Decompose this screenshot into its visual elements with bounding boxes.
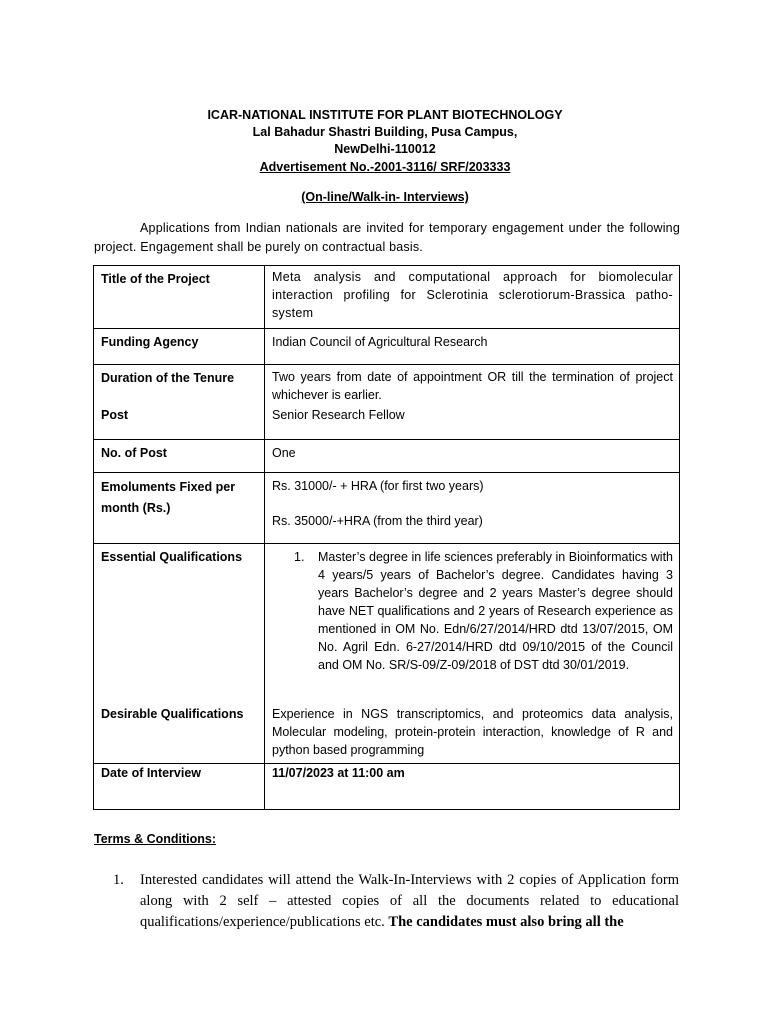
desirable-key: Desirable Qualifications xyxy=(94,705,265,763)
duration-value: Two years from date of appointment OR till the termination of project whichever is earlier. xyxy=(265,365,680,407)
terms-list xyxy=(113,870,679,933)
post-key: Post xyxy=(94,406,265,439)
term-text xyxy=(140,870,679,933)
term-regular-text: Interested candidates will attend the Walk-In-Interviews with 2 copies of Application form along with 2 self – attested copies of all the documents related to educational qualifications/experience/publications etc. xyxy=(140,872,679,930)
title-key: Title of the Project xyxy=(94,266,265,329)
table-row xyxy=(94,266,680,329)
post-value: Senior Research Fellow xyxy=(265,406,680,439)
term-bold-text: The candidates must also bring all the xyxy=(388,914,624,930)
duration-key: Duration of the Tenure xyxy=(94,365,265,407)
emoluments-cell xyxy=(265,472,680,543)
table-row xyxy=(94,406,680,439)
table-row xyxy=(94,365,680,407)
table-row xyxy=(94,763,680,809)
emoluments-value-2: Rs. 35000/-+HRA (from the third year) xyxy=(272,513,483,528)
funding-value: Indian Council of Agricultural Research xyxy=(265,329,680,365)
emoluments-value-1: Rs. 31000/- + HRA (for first two years) xyxy=(272,478,484,493)
advertisement-number: Advertisement No.-2001-3116/ SRF/203333 xyxy=(259,160,511,174)
table-row xyxy=(94,329,680,365)
num-post-value: One xyxy=(265,439,680,472)
interview-key: Date of Interview xyxy=(94,763,265,809)
table-row xyxy=(94,439,680,472)
list-item xyxy=(113,870,679,933)
funding-key: Funding Agency xyxy=(94,329,265,365)
intro-paragraph: Applications from Indian nationals are invited for temporary engagement under the following project. Engagement shall be purely on contractual basis. xyxy=(94,221,680,254)
title-value: Meta analysis and computational approach for biomolecular interaction profiling for Sclerotinia sclerotiorum-Brassica patho-system xyxy=(265,266,680,329)
table-row xyxy=(94,472,680,543)
desirable-value: Experience in NGS transcriptomics, and proteomics data analysis, Molecular modeling, protein-protein interaction, knowledge of R and python based programming xyxy=(265,705,680,763)
project-details-table xyxy=(93,265,680,810)
terms-heading: Terms & Conditions: xyxy=(94,832,216,846)
emoluments-key: Emoluments Fixed per month (Rs.) xyxy=(94,472,265,543)
essential-cell xyxy=(265,543,680,705)
list-item xyxy=(294,548,673,674)
interview-value: 11/07/2023 at 11:00 am xyxy=(265,763,680,809)
essential-value: Master’s degree in life sciences preferably in Bioinformatics with 4 years/5 years of Bachelor’s degree. Candidates having 3 years Bachelor’s degree and 2 years Master’s degree should have NET qualifications and 2 years of Research experience as mentioned in OM No. Edn/6/27/2014/HRD dtd 13/07/2015, OM No. Agril Edn. 6-27/2014/HRD dtd 09/10/2015 of the Council and OM No. SR/S-09/Z-09/2018 of DST dtd 30/01/2019. xyxy=(318,549,673,672)
list-number: 1. xyxy=(294,549,305,564)
list-number: 1. xyxy=(113,872,124,888)
institute-city: NewDelhi-110012 xyxy=(334,142,436,156)
institute-name: ICAR-NATIONAL INSTITUTE FOR PLANT BIOTECHNOLOGY xyxy=(207,108,563,122)
num-post-key: No. of Post xyxy=(94,439,265,472)
interview-mode: (On-line/Walk-in- Interviews) xyxy=(301,190,469,204)
table-row xyxy=(94,543,680,705)
institute-building: Lal Bahadur Shastri Building, Pusa Campus, xyxy=(252,125,518,139)
essential-key: Essential Qualifications xyxy=(94,543,265,705)
table-row xyxy=(94,705,680,763)
